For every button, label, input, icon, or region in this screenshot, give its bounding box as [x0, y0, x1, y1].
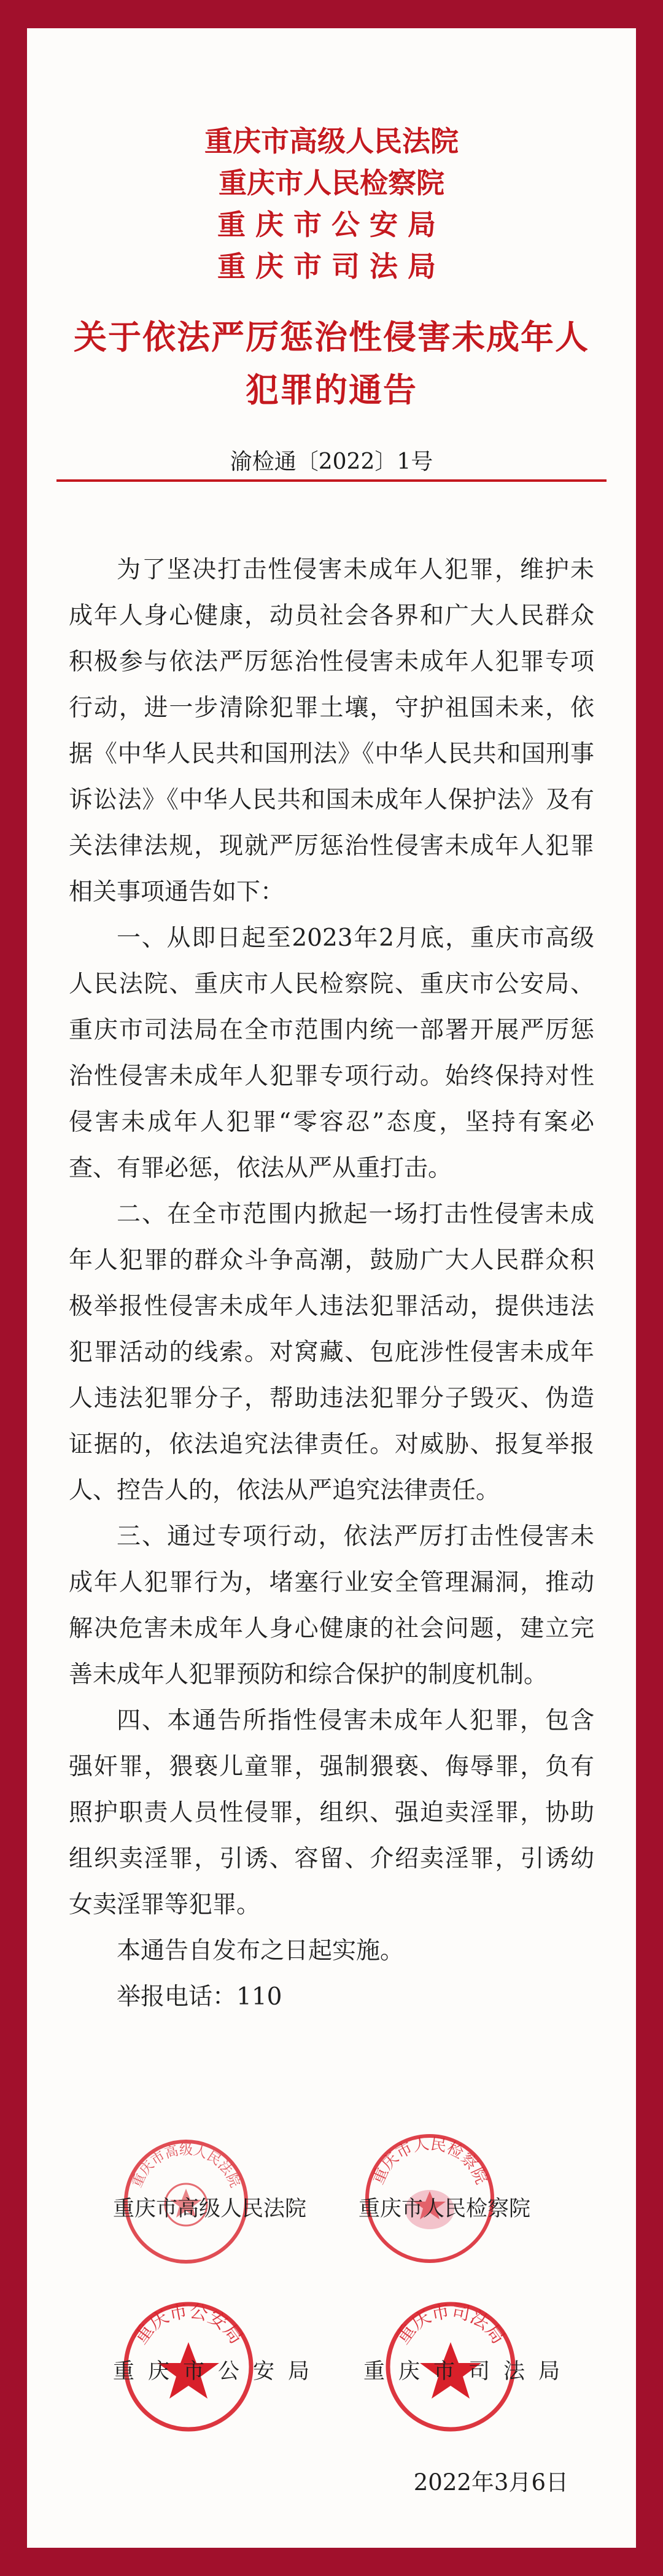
notice-title-line-1: 关于依法严厉惩治性侵害未成年人: [74, 317, 589, 357]
notice-title-line-2: 犯罪的通告: [246, 370, 417, 409]
svg-text:重庆市司法局: 重庆市司法局: [392, 2300, 510, 2348]
svg-text:重庆市高级人民法院: 重庆市高级人民法院: [129, 2143, 243, 2190]
issuer-justice: 重庆市司法局: [217, 250, 446, 283]
issuer-procuratorate: 重庆市人民检察院: [219, 166, 444, 199]
paragraph-item-2: 二、在全市范围内掀起一场打击性侵害未成年人犯罪的群众斗争高潮，鼓励广大人民群众积极举报性侵害未成年人违法犯罪活动，提供违法犯罪活动的线索。对窝藏、包庇涉性侵害未成年人违法犯罪分子，帮助违法犯罪分子毁灭、伪造证据的，依法追究法律责任。对威胁、报复举报人、控告人的，依法从严追究法律责任。: [69, 1201, 594, 1504]
signature-court: 重庆市高级人民法院: [113, 2197, 307, 2221]
notice-body: [69, 547, 594, 2020]
paragraph-item-1: 一、从即日起至2023年2月底，重庆市高级人民法院、重庆市人民检察院、重庆市公安局、重庆市司法局在全市范围内统一部署开展严厉惩治性侵害未成年人犯罪专项行动。始终保持对性侵害未成年人犯罪“零容忍”态度，坚持有案必查、有罪必惩，依法从严从重打击。: [69, 924, 594, 1182]
notice-document: [27, 28, 636, 2548]
signature-procuratorate: 重庆市人民检察院: [359, 2197, 531, 2221]
issue-date: 2022年3月6日: [413, 2469, 568, 2496]
report-hotline: 举报电话：110: [117, 1983, 282, 2011]
signature-police: 重庆市公安局: [113, 2359, 324, 2384]
issuer-court: 重庆市高级人民法院: [204, 125, 459, 158]
paragraph-item-4: 四、本通告所指性侵害未成年人犯罪，包含强奸罪，猥亵儿童罪，强制猥亵、侮辱罪，负有照护职责人员性侵罪，组织、强迫卖淫罪，协助组织卖淫罪，引诱、容留、介绍卖淫罪，引诱幼女卖淫罪等犯罪。: [69, 1707, 594, 1919]
issuing-agencies: [27, 120, 636, 287]
paragraph-item-3: 三、通过专项行动，依法严厉打击性侵害未成年人犯罪行为，堵塞行业安全管理漏洞，推动解决危害未成年人身心健康的社会问题，建立完善未成年人犯罪预防和综合保护的制度机制。: [69, 1523, 594, 1688]
notice-title: [64, 311, 599, 416]
document-number: 渝检通〔2022〕1号: [230, 449, 433, 474]
signature-justice: 重庆市司法局: [363, 2359, 574, 2384]
issuer-police: 重庆市公安局: [217, 208, 446, 241]
paragraph-preamble: 为了坚决打击性侵害未成年人犯罪，维护未成年人身心健康，动员社会各界和广大人民群众积极参与依法严厉惩治性侵害未成年人犯罪专项行动，进一步清除犯罪土壤，守护祖国未来，依据《中华人民共和国刑法》《中华人民共和国刑事诉讼法》《中华人民共和国未成年人保护法》及有关法律法规，现就严厉惩治性侵害未成年人犯罪相关事项通告如下：: [69, 556, 594, 906]
svg-text:重庆市人民检察院: 重庆市人民检察院: [368, 2135, 491, 2187]
header-divider: [56, 479, 607, 482]
paragraph-effective: 本通告自发布之日起实施。: [117, 1937, 405, 1965]
svg-text:重庆市公安局: 重庆市公安局: [130, 2300, 247, 2348]
